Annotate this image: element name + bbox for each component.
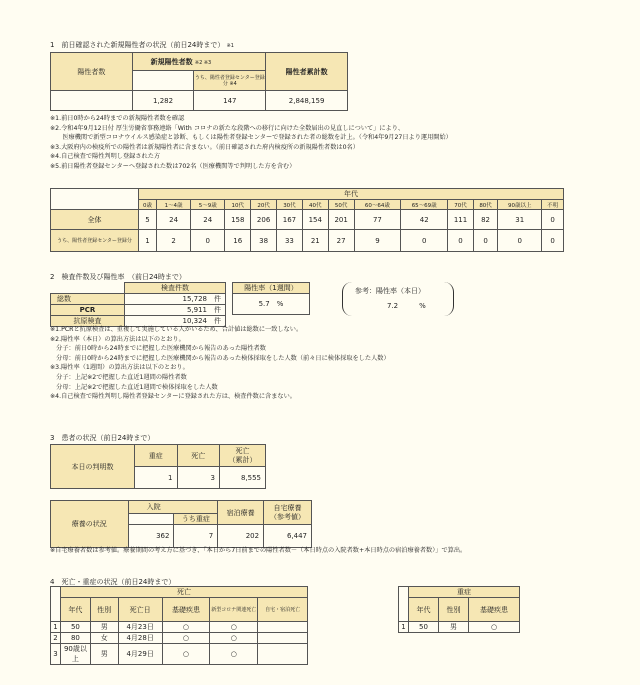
death-row: 1 50 男 4月23日 ○ ○ [51, 622, 308, 633]
hotel-header: 宿泊療養 [218, 501, 264, 525]
age-registration-cell: 0 [473, 230, 497, 252]
inpatient-severe-value: 7 [174, 525, 218, 548]
age-total-cell: 5 [139, 210, 157, 230]
age-header: 年代 [139, 189, 564, 200]
treatment-status-table [50, 500, 312, 548]
weekly-rate-header: 陽性率（1週間） [233, 283, 310, 294]
age-total-cell: 206 [251, 210, 277, 230]
weekly-rate-value: 5.7 % [233, 294, 310, 315]
death-cumulative-value: 8,555 [220, 467, 266, 489]
daily-label: 本日の判明数 [51, 445, 135, 489]
reference-rate-label: 参考：陽性率（本日） [355, 287, 425, 295]
age-column-header: 30代 [277, 200, 303, 210]
age-registration-cell: 38 [251, 230, 277, 252]
inpatient-value: 362 [128, 525, 174, 548]
section2-title: 2 検査件数及び陽性率 （前日24時まで） [50, 273, 186, 281]
age-registration-cell: 1 [139, 230, 157, 252]
positive-count-label: 陽性者数 [51, 53, 133, 91]
age-registration-cell: 9 [354, 230, 401, 252]
age-total-cell: 42 [401, 210, 448, 230]
age-column-header: 80代 [473, 200, 497, 210]
age-registration-cell: 2 [156, 230, 190, 252]
registration-center-value: 147 [194, 91, 266, 111]
severe-table: 重症 年代 性別 基礎疾患 1 50 男 ○ [398, 586, 520, 633]
cumulative-header: 陽性者累計数 [266, 53, 348, 91]
new-cases-header: 新規陽性者数 ※2 ※3 [132, 53, 266, 71]
age-table [50, 188, 564, 252]
inpatient-severe-header: うち重症 [174, 514, 218, 525]
cumulative-value: 2,848,159 [266, 91, 348, 111]
age-registration-cell: 0 [542, 230, 564, 252]
age-total-cell: 0 [542, 210, 564, 230]
age-total-cell: 82 [473, 210, 497, 230]
age-column-header: 20代 [251, 200, 277, 210]
age-registration-cell: 27 [328, 230, 354, 252]
section3-title: 3 患者の状況（前日24時まで） [50, 434, 155, 442]
test-count-header: 検査件数 [125, 283, 226, 294]
age-column-header: 5～9歳 [191, 200, 225, 210]
severe-table-header: 重症 [409, 587, 520, 598]
age-column-header: 60～64歳 [354, 200, 401, 210]
age-column-header: 70代 [448, 200, 474, 210]
test-row-total: 総数 15,728 件 [51, 294, 226, 305]
section3-note: ※自宅療養者数は参考値。療養期間の考え方に基づき、「本日から7日前までの陽性者数－（本日時点の入院者数+本日時点の宿泊療養者数）」で算出。 [50, 547, 467, 554]
age-registration-cell: 0 [401, 230, 448, 252]
death-value: 3 [177, 467, 220, 489]
age-column-header: 不明 [542, 200, 564, 210]
age-column-header: 65～69歳 [401, 200, 448, 210]
age-total-cell: 154 [302, 210, 328, 230]
section1-notes: ※1.前日0時から24時までの新規陽性者数を確認 ※2.令和4年9月12日付 厚生労働省事務連絡「With コロナの新たな段階への移行に向けた全数届出の見直しについて」により、 医療機関で新型コロナウイルス感染症と診断、もしくは陽性者登録センターで登録された者の総数を計上。（令和4年9月27日より運用開始） ※3.大阪府内の検疫所での陽性者は新規陽性者に含まない。（前日確認された府内検疫所の新規陽性者数は0名） ※4.自己検査で陽性判明し登録された方 ※5.前日陽性者登録センターへ登録された数は702名（医療機関等で判明した方を含む） [50, 115, 452, 170]
age-total-cell: 31 [498, 210, 542, 230]
age-total-cell: 77 [354, 210, 401, 230]
severe-header: 重症 [135, 445, 178, 467]
reference-rate-box [342, 282, 454, 316]
death-table: 死亡 年代 性別 死亡日 基礎疾患 新型コロナ関連死亡 自宅・宿泊死亡 1 50 男 4月23日 ○ ○ 2 80 女 4月28日 ○ ○ 3 90歳以上 男 4月29日 ○ ○ [50, 586, 308, 665]
home-value: 6,447 [264, 525, 312, 548]
section1-title: 1 前日確認された新規陽性者の状況（前日24時まで） ※1 [50, 41, 234, 49]
age-total-cell: 24 [191, 210, 225, 230]
test-row-antigen: 抗原検査 10,324 件 [51, 316, 226, 327]
age-total-label: 全体 [51, 210, 139, 230]
age-total-row [51, 210, 564, 230]
age-total-cell: 158 [225, 210, 251, 230]
death-cumulative-header: 死亡 （累計） [220, 445, 266, 467]
section4-title: 4 死亡・重症の状況（前日24時まで） [50, 578, 176, 586]
death-table-header: 死亡 [60, 587, 307, 598]
reference-rate-value: 7.2 % [387, 302, 426, 310]
age-column-header: 90歳以上 [498, 200, 542, 210]
age-column-header: 1～4歳 [156, 200, 190, 210]
age-column-header: 50代 [328, 200, 354, 210]
age-column-header: 0歳 [139, 200, 157, 210]
age-registration-cell: 16 [225, 230, 251, 252]
severe-value: 1 [135, 467, 178, 489]
age-total-cell: 167 [277, 210, 303, 230]
inpatient-header: 入院 [128, 501, 218, 514]
test-row-pcr: PCR 5,911 件 [51, 305, 226, 316]
treatment-label: 療養の状況 [51, 501, 129, 548]
age-registration-row [51, 230, 564, 252]
age-registration-cell: 0 [191, 230, 225, 252]
weekly-rate-table [232, 282, 310, 315]
home-header: 自宅療養 （参考値） [264, 501, 312, 525]
age-column-header: 10代 [225, 200, 251, 210]
age-total-cell: 201 [328, 210, 354, 230]
age-registration-cell: 0 [448, 230, 474, 252]
daily-patient-table [50, 444, 266, 489]
age-registration-cell: 33 [277, 230, 303, 252]
age-registration-label: うち、陽性者登録センター登録分 [51, 230, 139, 252]
hotel-value: 202 [218, 525, 264, 548]
section2-notes: ※1.PCRと抗原検査は、重複して実施している人がいるため、合計値は総数に一致しない。 ※2.陽性率（本日）の算出方法は以下のとおり。 分子：前日0時から24時までに把握した医療機関から報告のあった陽性者数 分母：前日0時から24時までに把握した医療機関から報告のあった検体採取をした人数（前々日に検体採取をした人数） ※3.陽性率（1週間）の算出方法は以下のとおり。 分子：上記※2で把握した直近1週間の陽性者数 分母：上記※2で把握した直近1週間で検体採取をした人数 ※4.自己検査で陽性判明し陽性者登録センターに登録された方は、検査件数に含まない。 [50, 326, 390, 401]
age-column-header: 40代 [302, 200, 328, 210]
registration-center-header: うち、陽性者登録センター登録分 ※4 [194, 71, 266, 91]
death-row: 2 80 女 4月28日 ○ ○ [51, 633, 308, 644]
age-registration-cell: 21 [302, 230, 328, 252]
age-total-cell: 111 [448, 210, 474, 230]
new-cases-value: 1,282 [132, 91, 194, 111]
test-count-table [50, 282, 226, 327]
severe-row: 1 50 男 ○ [399, 622, 520, 633]
death-row: 3 90歳以上 男 4月29日 ○ ○ [51, 644, 308, 665]
death-header: 死亡 [177, 445, 220, 467]
age-total-cell: 24 [156, 210, 190, 230]
positive-cases-table [50, 52, 348, 111]
age-registration-cell: 0 [498, 230, 542, 252]
